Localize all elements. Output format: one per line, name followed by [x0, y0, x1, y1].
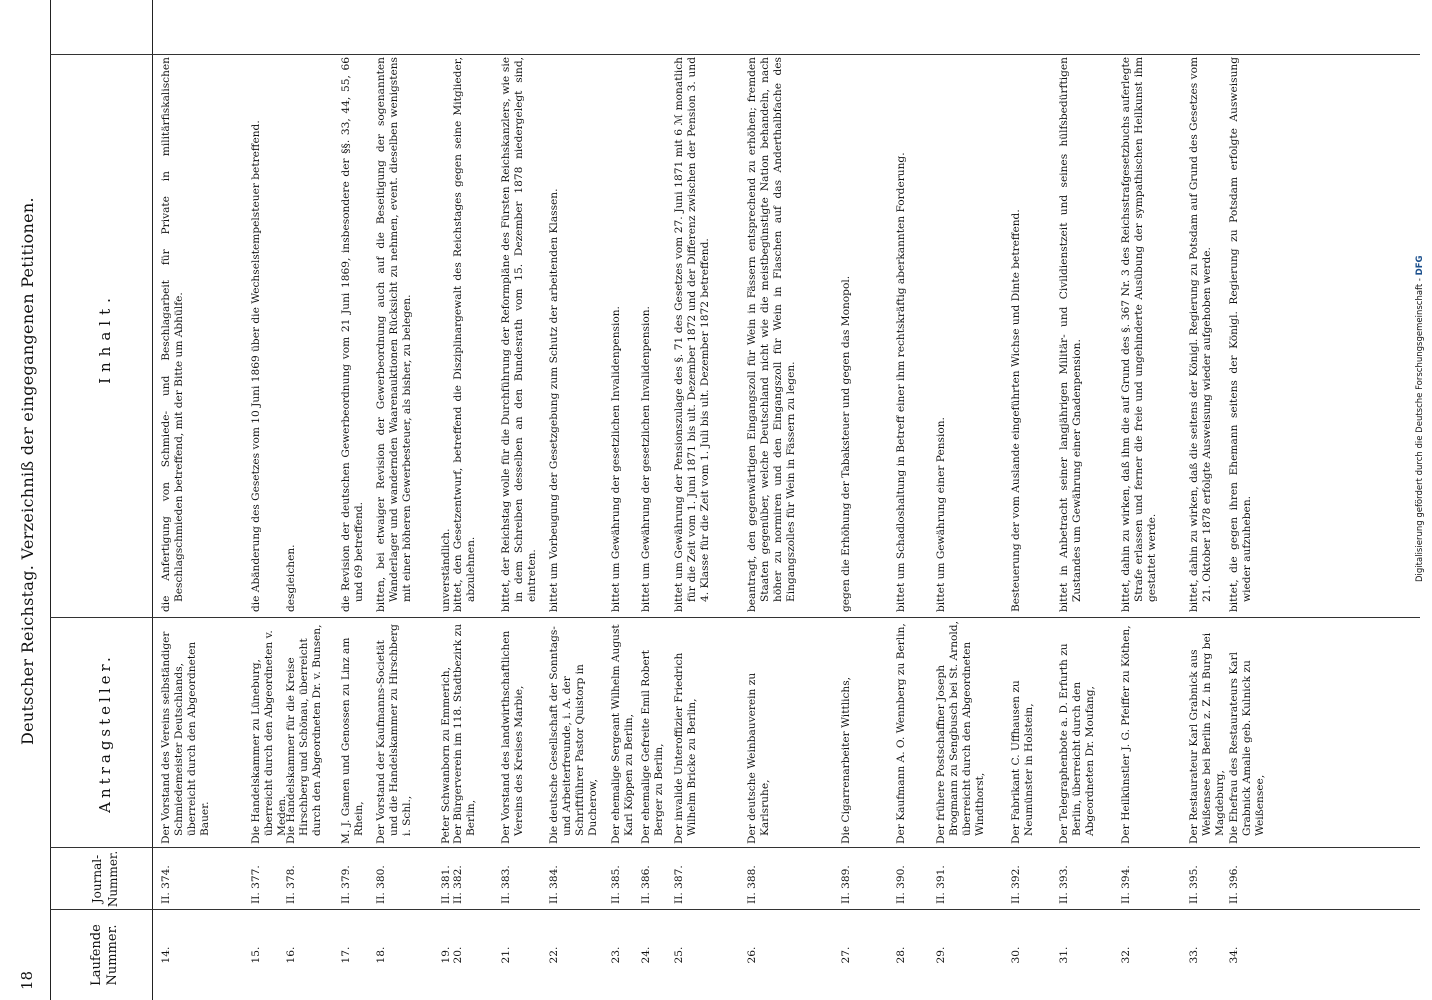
- row-number: 21.: [500, 946, 512, 964]
- journal-number: II. 392.: [1010, 865, 1022, 904]
- antragsteller-cell: Der frühere Postschaffner Joseph Brogmann zu Sengbusch bei St. Arnold, überreicht durch den Abgeordneten Windthorst,: [935, 621, 986, 844]
- column-divider: [50, 54, 1420, 55]
- column-divider: [50, 617, 1420, 618]
- row-number: 25.: [673, 946, 685, 964]
- antragsteller-cell: Peter Schwanborn zu Emmerich,: [440, 667, 452, 844]
- journal-number: II. 383.: [500, 865, 512, 904]
- inhalt-cell: bittet, dahin zu wirken, daß die seitens der Königl. Regierung zu Potsdam auf Grund des Gesetzes vom 21. Oktober 1878 erfolgte Ausweisung wieder aufgehoben werde.: [1188, 57, 1213, 612]
- journal-number: II. 391.: [935, 865, 947, 904]
- row-number: 31.: [1058, 946, 1070, 964]
- header-rule: [50, 0, 51, 1000]
- inhalt-cell: bittet, die gegen ihren Ehemann seitens der Königl. Regierung zu Potsdam erfolgte Ausweisung wieder aufzuheben.: [1228, 57, 1253, 612]
- running-head: [0, 0, 36, 1000]
- inhalt-cell: bittet, der Reichstag wolle für die Durchführung der Reformpläne des Fürsten Reichskanzlers, wie sie in dem Schreiben desselben an den Bundesrath vom 15. Dezember 1878 niedergelegt sind, eintreten.: [500, 57, 538, 612]
- inhalt-cell: bittet um Gewährung der gesetzlichen Invalidenpension.: [640, 306, 652, 612]
- inhalt-cell: die Anfertigung von Schmiede- und Beschlagarbeit für Private in militärfiskalischen Beschlagschmieden betreffend, mit der Bitte um Abhülfe.: [160, 57, 185, 612]
- inhalt-cell: die Revision der deutschen Gewerbeordnung vom 21 Juni 1869, insbesondere der §§. 33, 44, 55, 66 und 69 betreffend.: [340, 57, 365, 612]
- antragsteller-cell: Die deutsche Gesellschaft der Sonntags- und Arbeiterfreunde, i. A. der Schriftführer Pastor Quistorp in Ducherow,: [548, 626, 599, 844]
- journal-number: II. 378.: [285, 865, 297, 904]
- antragsteller-cell: Der Vorstand der Kaufmanns-Societät und die Handelskammer zu Hirschberg i. Schl.,: [375, 624, 413, 844]
- row-number: 19.: [440, 946, 452, 964]
- row-number: 14.: [160, 946, 172, 964]
- antragsteller-cell: Der Vorstand des Vereins selbständiger Schmiedemeister Deutschlands, überreicht durch den Abgeordneten Bauer.: [160, 631, 211, 844]
- row-number: 15.: [250, 946, 262, 964]
- inhalt-cell: bittet um Gewährung der Pensionszulage des §. 71 des Gesetzes vom 27. Juni 1871 mit 6 ℳ monatlich für die Zeit vom 1. Juni 1871 bis ult. Dezember 1872 und der Differenz zwischen der Pension 3. und 4. Klasse für die Zeit vom 1. Juli bis ult. Dezember 1872 betreffend.: [673, 57, 711, 612]
- row-number: 24.: [640, 946, 652, 964]
- inhalt-cell: bittet um Gewährung der gesetzlichen Invalidenpension.: [610, 306, 622, 612]
- row-number: 16.: [285, 946, 297, 964]
- antragsteller-cell: Die Cigarrenarbeiter Wittlichs,: [840, 676, 852, 844]
- row-number: 27.: [840, 946, 852, 964]
- row-number: 23.: [610, 946, 622, 964]
- antragsteller-cell: Der deutsche Weinbauverein zu Karlsruhe,: [746, 672, 771, 844]
- journal-number: II. 393.: [1058, 865, 1070, 904]
- column-header-antragsteller: Antragsteller.: [96, 653, 114, 813]
- journal-number: II. 387.: [673, 865, 685, 904]
- inhalt-cell: bittet um Schadloshaltung in Betreff einer ihm rechtskräftig aberkannten Forderung.: [895, 152, 907, 612]
- journal-number: II. 381.: [440, 865, 452, 904]
- inhalt-cell: beantragt, den gegenwärtigen Eingangszoll für Wein in Fässern entsprechend zu erhöhen; fremden Staaten gegenüber, welche Deutschland nicht wie die meistbegünstigte Nation behandeln, nach höher zu normiren und den Eingangszoll für Wein in Flaschen auf das Anderthalbfache des Eingangszolles für Wein in Fässern zu legen.: [746, 57, 797, 612]
- digitization-credit: [1415, 12, 1425, 582]
- journal-number: II. 382.: [452, 865, 464, 904]
- antragsteller-cell: Der Kaufmann A. O. Wennberg zu Berlin,: [895, 623, 907, 844]
- antragsteller-cell: Der Heilkünstler J. G. Pfeiffer zu Köthen,: [1120, 625, 1132, 844]
- row-number: 34.: [1228, 946, 1240, 964]
- journal-number: II. 388.: [746, 865, 758, 904]
- column-head-rule: [152, 0, 153, 1000]
- row-number: 30.: [1010, 946, 1022, 964]
- antragsteller-cell: M. J. Gamen und Genossen zu Linz am Rhein,: [340, 637, 365, 844]
- inhalt-cell: bittet, den Gesetzentwurf, betreffend die Disziplinargewalt des Reichstages gegen seine Mitglieder, abzulehnen.: [452, 57, 477, 612]
- row-number: 22.: [548, 946, 560, 964]
- journal-number: II. 379.: [340, 865, 352, 904]
- journal-number: II. 396.: [1228, 865, 1240, 904]
- row-number: 17.: [340, 946, 352, 964]
- inhalt-cell: die Abänderung des Gesetzes vom 10 Juni 1869 über die Wechselstempelsteuer betreffend.: [250, 120, 262, 612]
- inhalt-cell: gegen die Erhöhung der Tabaksteuer und gegen das Monopol.: [840, 275, 852, 612]
- row-number: 20.: [452, 946, 464, 964]
- inhalt-cell: Besteuerung der vom Auslande eingeführten Wichse und Dinte betreffend.: [1010, 209, 1022, 612]
- journal-number: II. 384.: [548, 865, 560, 904]
- journal-number: II. 394.: [1120, 865, 1132, 904]
- dfg-logo: DFG: [1415, 255, 1425, 276]
- inhalt-cell: desgleichen.: [285, 544, 297, 612]
- journal-number: II. 395.: [1188, 865, 1200, 904]
- antragsteller-cell: Der ehemalige Sergeant Wilhelm August Karl Köppen zu Berlin,: [610, 624, 635, 844]
- antragsteller-cell: Der Fabrikant C. Uffhausen zu Neumünster in Holstein,: [1010, 680, 1035, 844]
- row-number: 32.: [1120, 946, 1132, 964]
- antragsteller-cell: Der invalide Unteroffizier Friedrich Wilhelm Bricke zu Berlin,: [673, 652, 698, 844]
- antragsteller-cell: Der ehemalige Gefreite Emil Robert Berger zu Berlin,: [640, 649, 665, 844]
- journal-number: II. 386.: [640, 865, 652, 904]
- journal-number: II. 385.: [610, 865, 622, 904]
- journal-number: II. 374.: [160, 865, 172, 904]
- page-number: 18: [18, 970, 36, 990]
- antragsteller-cell: Der Vorstand des landwirthschaftlichen Vereins des Kreises Marbie,: [500, 630, 525, 844]
- journal-number: II. 380.: [375, 865, 387, 904]
- row-number: 26.: [746, 946, 758, 964]
- inhalt-cell: unverständlich.: [440, 528, 452, 612]
- antragsteller-cell: Der Restaurateur Karl Grabnick aus Weißensee bei Berlin z. Z. in Burg bei Magdeburg,: [1188, 632, 1226, 844]
- inhalt-cell: bittet, dahin zu wirken, daß ihm die auf Grund des §. 367 Nr. 3 des Reichsstrafgesetzbuchs auferlegte Strafe erlassen und ferner die freie und ungehinderte Ausübung der sympathischen Heilkunst ihm gestattet werde.: [1120, 57, 1158, 612]
- column-header-journal: Journal-Nummer.: [90, 850, 120, 908]
- credit-text: Digitalisierung gefördert durch die Deutsche Forschungsgemeinschaft -: [1415, 278, 1425, 582]
- column-header-inhalt: Inhalt.: [96, 292, 114, 384]
- inhalt-cell: bittet in Anbetracht seiner langjährigen Militär- und Civildienstzeit und seines hülfsbedürftigen Zustandes um Gewährung einer Gnadenpension.: [1058, 57, 1083, 612]
- row-number: 29.: [935, 946, 947, 964]
- running-title: Deutscher Reichstag. Verzeichniß der eingegangenen Petitionen.: [18, 197, 37, 745]
- journal-number: II. 377.: [250, 865, 262, 904]
- column-header-laufende: Laufende Nummer.: [89, 924, 120, 986]
- antragsteller-cell: Die Handelskammer zu Lüneburg, überreicht durch den Abgeordneten v. Meden.: [250, 630, 288, 844]
- row-number: 28.: [895, 946, 907, 964]
- journal-number: II. 389.: [840, 865, 852, 904]
- inhalt-cell: bittet um Gewährung einer Pension.: [935, 417, 947, 612]
- inhalt-cell: bittet um Vorbeugung der Gesetzgebung zum Schutz der arbeitenden Klassen.: [548, 188, 560, 612]
- row-number: 33.: [1188, 946, 1200, 964]
- antragsteller-cell: Die Ehefrau des Restaurateurs Karl Grabnick Amalie geb. Kulnick zu Weißensee,: [1228, 651, 1266, 844]
- row-number: 18.: [375, 946, 387, 964]
- antragsteller-cell: Der Telegraphenbote a. D. Erfurth zu Berlin, überreicht durch den Abgeordneten Dr. Moufang,: [1058, 643, 1096, 844]
- inhalt-cell: bitten, bei etwaiger Revision der Gewerbeordnung auch auf die Beseitigung der sogenannten Wanderlager und wandernden Waarenauktionen Rücksicht zu nehmen, event. dieselben wenigstens mit einer höheren Gewerbesteuer, als bisher, zu belegen.: [375, 57, 413, 612]
- journal-number: II. 390.: [895, 865, 907, 904]
- antragsteller-cell: Der Bürgerverein im 118. Stadtbezirk zu Berlin,: [452, 623, 477, 844]
- antragsteller-cell: Die Handelskammer für die Kreise Hirschberg und Schönau, überreicht durch den Abgeordneten Dr. v. Bunsen,: [285, 624, 323, 844]
